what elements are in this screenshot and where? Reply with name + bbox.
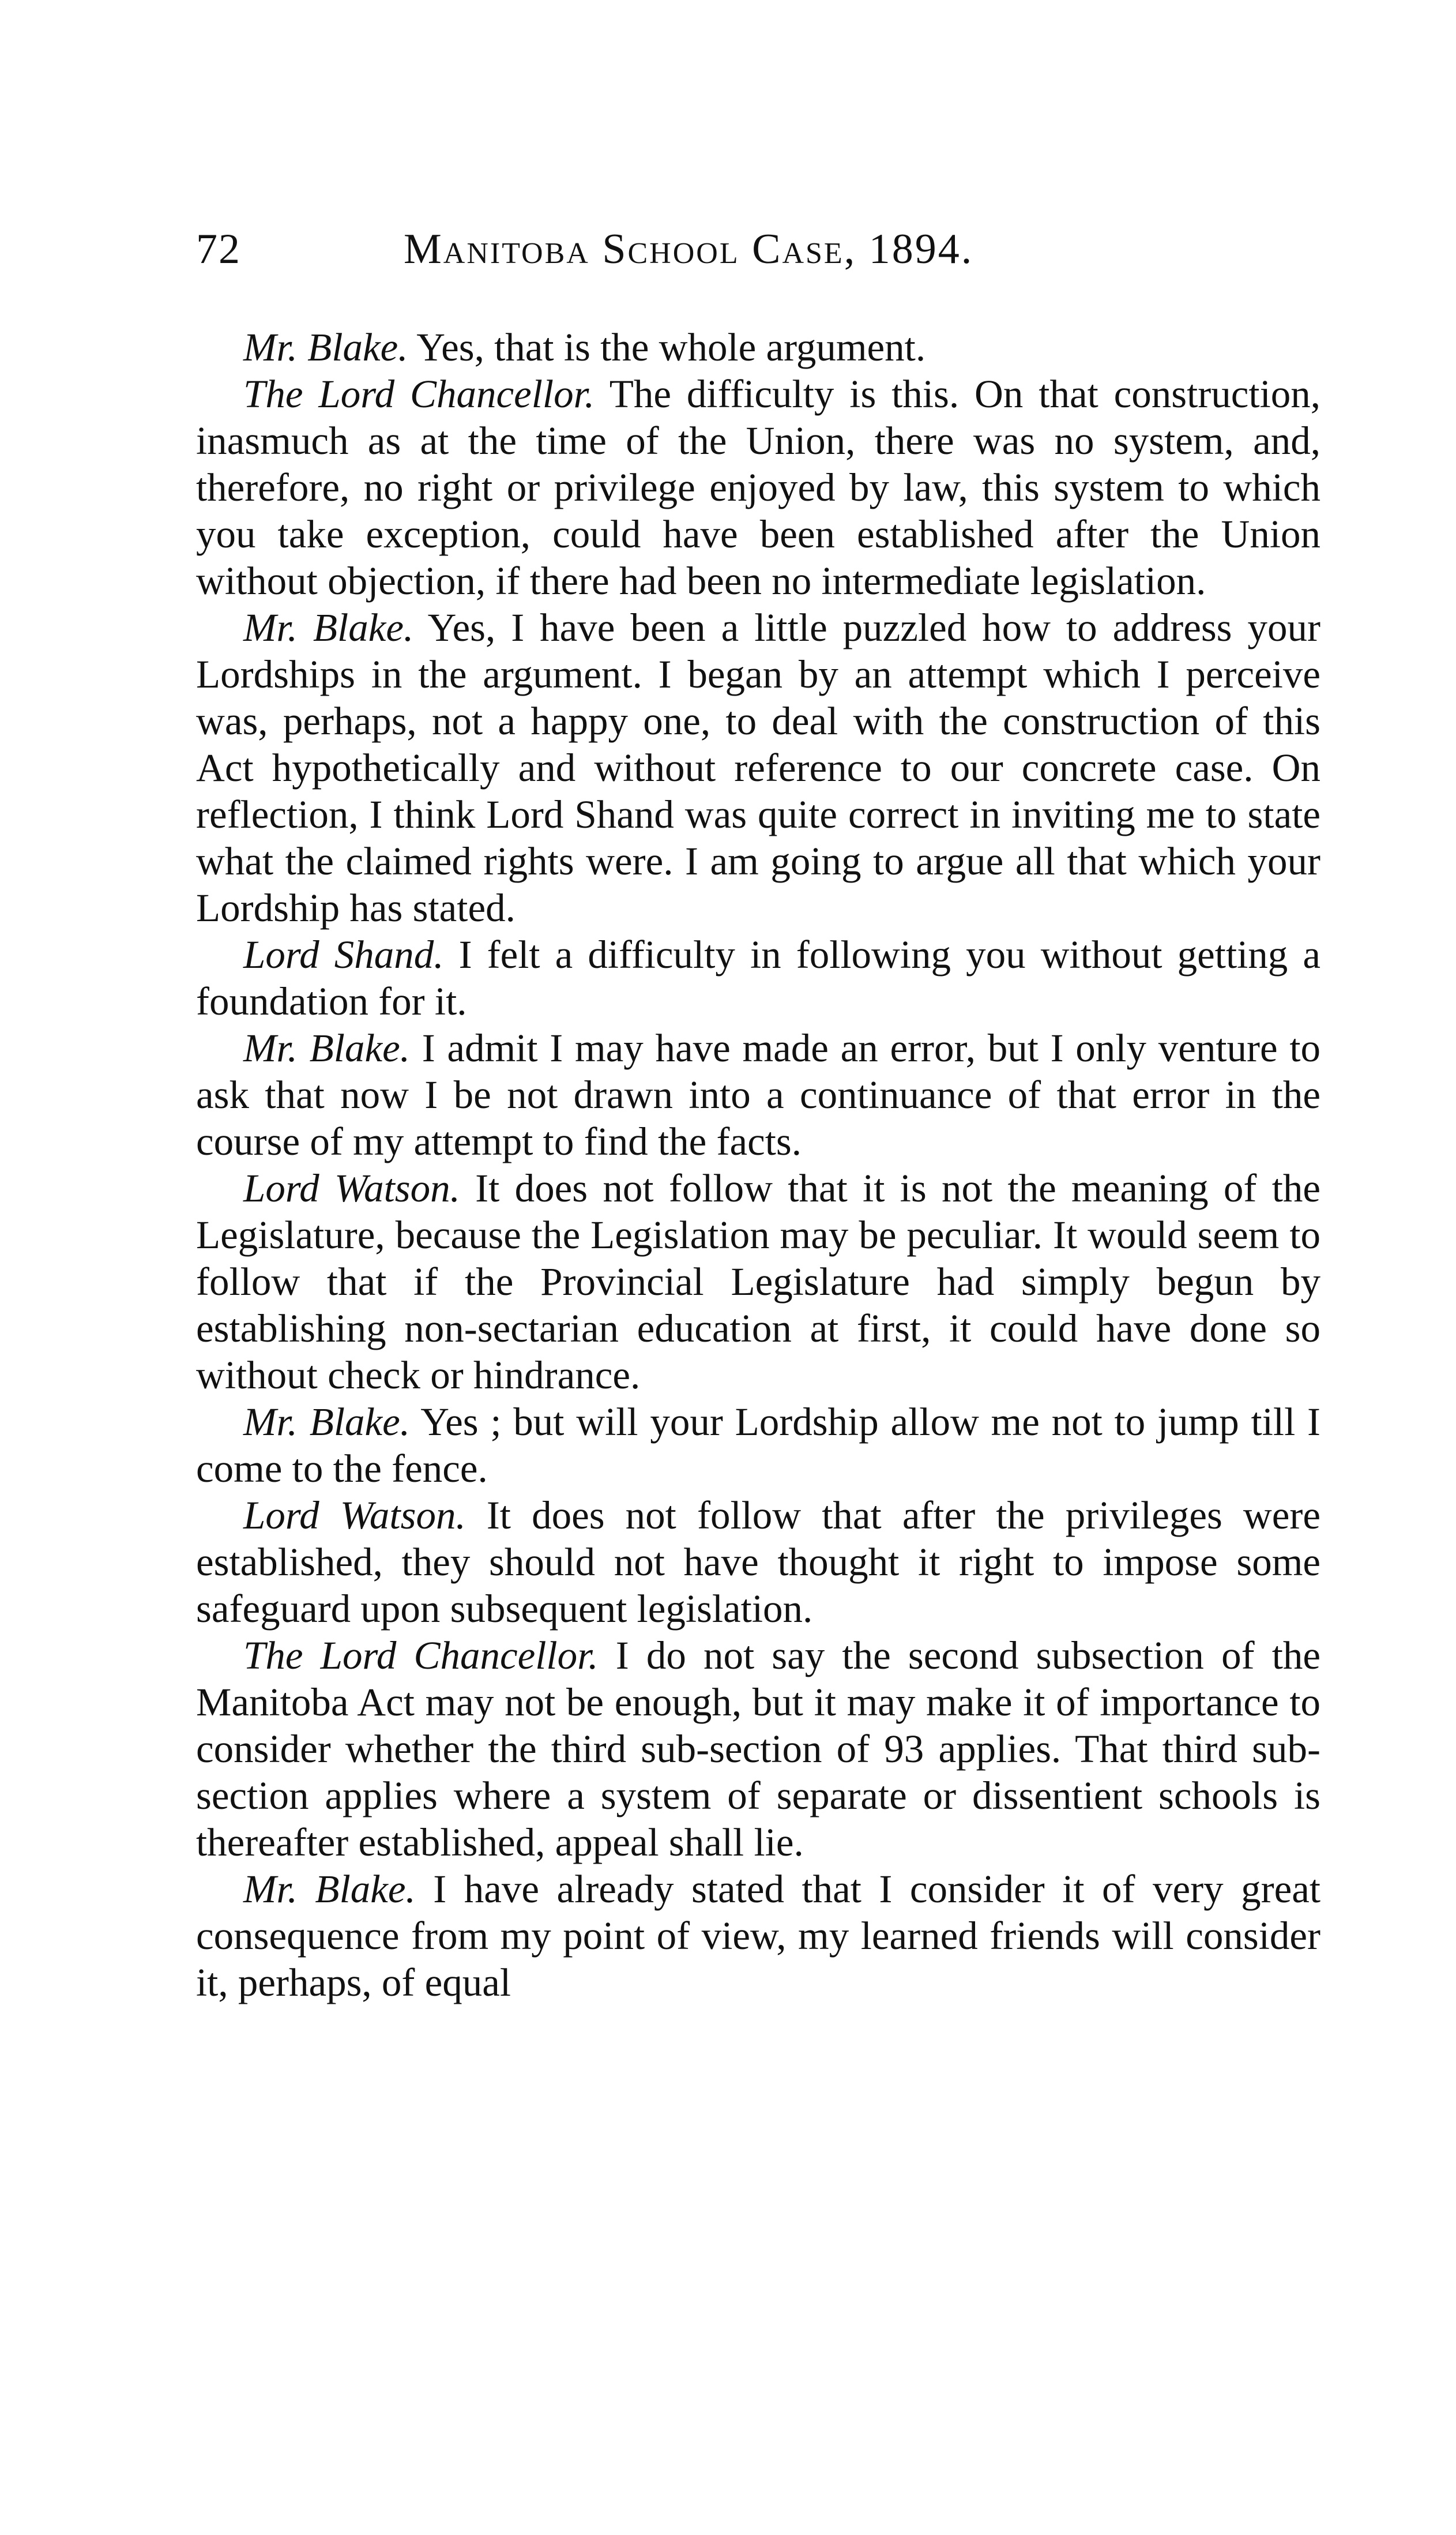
speaker-name: Mr. Blake. <box>243 1400 411 1444</box>
paragraph-text: I have already stated that I consider it of very great consequence from my point of view, my learned friends will consider it, perhaps, of equal <box>196 1867 1320 2004</box>
speaker-name: Mr. Blake. <box>243 606 414 649</box>
paragraph <box>196 324 1320 371</box>
body-text <box>196 324 1320 2006</box>
paragraph <box>196 604 1320 932</box>
paragraph-text: It does not follow that after the privileges were established, they should not have thought it right to impose some safeguard upon subsequent legislation. <box>196 1493 1320 1631</box>
paragraph-text: I felt a difficulty in following you without getting a foundation for it. <box>196 933 1320 1023</box>
speaker-name: Lord Shand. <box>243 933 444 977</box>
speaker-name: Lord Watson. <box>243 1166 460 1210</box>
paragraph <box>196 1632 1320 1866</box>
paragraph <box>196 1165 1320 1399</box>
paragraph-text: Yes, I have been a little puzzled how to address your Lordships in the argument. I began by an attempt which I perceive was, perhaps, not a happy one, to deal with the construction of this Act hypothetically and without reference to our concrete case. On reflection, I think Lord Shand was quite correct in inviting me to state what the claimed rights were. I am going to argue all that which your Lordship has stated. <box>196 606 1320 930</box>
paragraph-text: It does not follow that it is not the meaning of the Legislature, because the Legislation may be peculiar. It would seem to follow that if the Provincial Legislature had simply begun by establishing non-sectarian education at first, it could have done so without check or hindrance. <box>196 1166 1320 1397</box>
speaker-name: The Lord Chancellor. <box>243 1633 599 1677</box>
paragraph <box>196 1025 1320 1165</box>
paragraph <box>196 1399 1320 1492</box>
speaker-name: The Lord Chancellor. <box>243 372 595 416</box>
paragraph <box>196 932 1320 1025</box>
paragraph-text: The difficulty is this. On that construction, inasmuch as at the time of the Union, there was no system, and, therefore, no right or privilege enjoyed by law, this system to which you take exception, could have been established after the Union without objection, if there had been no intermediate legislation. <box>196 372 1320 603</box>
speaker-name: Mr. Blake. <box>243 1867 416 1911</box>
paragraph-text: I do not say the second subsection of the Manitoba Act may not be enough, but it may make it of importance to consider whether the third sub-section of 93 applies. That third sub-section applies where a system of separate or dissentient schools is thereafter established, appeal shall lie. <box>196 1633 1321 1864</box>
page-number: 72 <box>196 226 241 273</box>
speaker-name: Lord Watson. <box>243 1493 466 1537</box>
paragraph-text: Yes, that is the whole argument. <box>408 325 926 369</box>
speaker-name: Mr. Blake. <box>243 325 408 369</box>
page-header <box>196 225 1320 288</box>
running-head: Manitoba School Case, 1894. <box>404 226 974 273</box>
paragraph <box>196 371 1320 604</box>
paragraph-text: Yes ; but will your Lordship allow me not to jump till I come to the fence. <box>196 1400 1320 1490</box>
paragraph <box>196 1866 1320 2006</box>
speaker-name: Mr. Blake. <box>243 1026 410 1070</box>
book-page <box>196 225 1320 2006</box>
paragraph-text: I admit I may have made an error, but I only venture to ask that now I be not drawn into a continuance of that error in the course of my attempt to find the facts. <box>196 1026 1320 1163</box>
paragraph <box>196 1492 1320 1632</box>
